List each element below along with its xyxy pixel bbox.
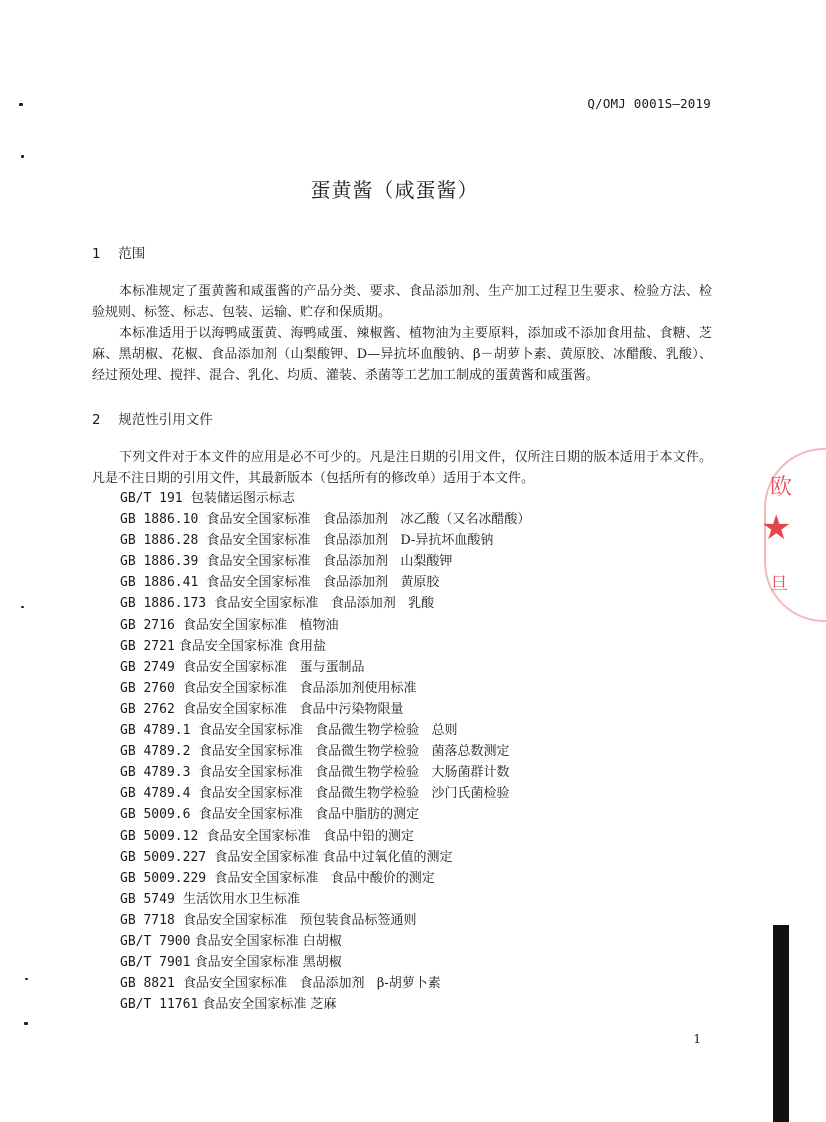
scope-paragraph-2: 本标准适用于以海鸭咸蛋黄、海鸭咸蛋、辣椒酱、植物油为主要原料，添加或不添加食用盐、食糖、芝麻、黑胡椒、花椒、食品添加剂（山梨酸钾、D—异抗坏血酸钠、β－胡萝卜素、黄原胶、冰醋酸、乳酸）、经过预处理、搅拌、混合、乳化、均质、灌装、杀菌等工艺加工制成的蛋黄酱和咸蛋酱。: [92, 326, 712, 383]
section-number: 1: [92, 246, 101, 262]
reference-item: GB 2762 食品安全国家标准 食品中污染物限量: [120, 701, 404, 717]
seal-star-icon: ★: [761, 508, 792, 548]
reference-item: GB 8821 食品安全国家标准 食品添加剂 β-胡萝卜素: [120, 976, 441, 992]
reference-item: GB 1886.10 食品安全国家标准 食品添加剂 冰乙酸（又名冰醋酸）: [120, 512, 531, 528]
reference-item: GB 7718 食品安全国家标准 预包装食品标签通则: [120, 912, 417, 928]
document-title: 蛋黄酱（咸蛋酱）: [310, 178, 479, 202]
scan-speck: [25, 978, 28, 980]
scan-speck: [21, 155, 24, 158]
section-title: 规范性引用文件: [118, 412, 213, 428]
reference-item: GB 1886.28 食品安全国家标准 食品添加剂 D-异抗坏血酸钠: [120, 533, 494, 549]
scan-speck: [19, 103, 23, 106]
reference-item: GB 1886.173 食品安全国家标准 食品添加剂 乳酸: [120, 596, 435, 612]
section-heading-normative-references: [92, 408, 213, 428]
section-number: 2: [92, 412, 101, 428]
references-intro-paragraph: 下列文件对于本文件的应用是必不可少的。凡是注日期的引用文件，仅所注日期的版本适用于本文件。凡是不注日期的引用文件，其最新版本（包括所有的修改单）适用于本文件。: [92, 450, 712, 486]
seal-character: 旦: [770, 574, 788, 595]
reference-item: GB 4789.2 食品安全国家标准 食品微生物学检验 菌落总数测定: [120, 744, 510, 760]
reference-item: GB 1886.39 食品安全国家标准 食品添加剂 山梨酸钾: [120, 554, 453, 570]
scan-speck: [24, 1022, 28, 1025]
section-title: 范围: [118, 246, 146, 262]
reference-item: GB/T 191 包装储运图示标志: [120, 491, 295, 506]
page-number: 1: [693, 1032, 701, 1046]
reference-item: GB 4789.4 食品安全国家标准 食品微生物学检验 沙门氏菌检验: [120, 786, 510, 802]
reference-item: GB 2721 食品安全国家标准 食用盐: [120, 638, 327, 654]
reference-list: [120, 488, 530, 1015]
section-heading-scope: [92, 242, 145, 262]
reference-item: GB 5009.229 食品安全国家标准 食品中酸价的测定: [120, 870, 435, 886]
seal-character: 欧: [770, 475, 793, 500]
reference-item: GB 2716 食品安全国家标准 植物油: [120, 617, 339, 633]
reference-item: GB 5009.227 食品安全国家标准 食品中过氧化值的测定: [120, 849, 453, 865]
scope-paragraph-1: 本标准规定了蛋黄酱和咸蛋酱的产品分类、要求、食品添加剂、生产加工过程卫生要求、检验方法、检验规则、标签、标志、包装、运输、贮存和保质期。: [92, 284, 712, 320]
reference-item: GB 1886.41 食品安全国家标准 食品添加剂 黄原胶: [120, 575, 440, 591]
reference-item: GB 4789.3 食品安全国家标准 食品微生物学检验 大肠菌群计数: [120, 765, 510, 781]
reference-item: GB 5749 生活饮用水卫生标准: [120, 891, 301, 907]
reference-item: GB 5009.12 食品安全国家标准 食品中铅的测定: [120, 828, 414, 844]
reference-item: GB 5009.6 食品安全国家标准 食品中脂肪的测定: [120, 807, 420, 823]
reference-item: GB 4789.1 食品安全国家标准 食品微生物学检验 总则: [120, 723, 458, 739]
reference-item: GB 2749 食品安全国家标准 蛋与蛋制品: [120, 659, 365, 675]
scan-edge-shadow: [773, 925, 789, 1122]
reference-item: GB 2760 食品安全国家标准 食品添加剂使用标准: [120, 680, 417, 696]
reference-item: GB/T 7901 食品安全国家标准 黑胡椒: [120, 955, 342, 971]
scan-speck: [21, 606, 24, 608]
reference-item: GB/T 11761 食品安全国家标准 芝麻: [120, 997, 337, 1013]
standard-code: Q/OMJ 0001S—2019: [587, 96, 711, 111]
reference-item: GB/T 7900 食品安全国家标准 白胡椒: [120, 933, 342, 949]
